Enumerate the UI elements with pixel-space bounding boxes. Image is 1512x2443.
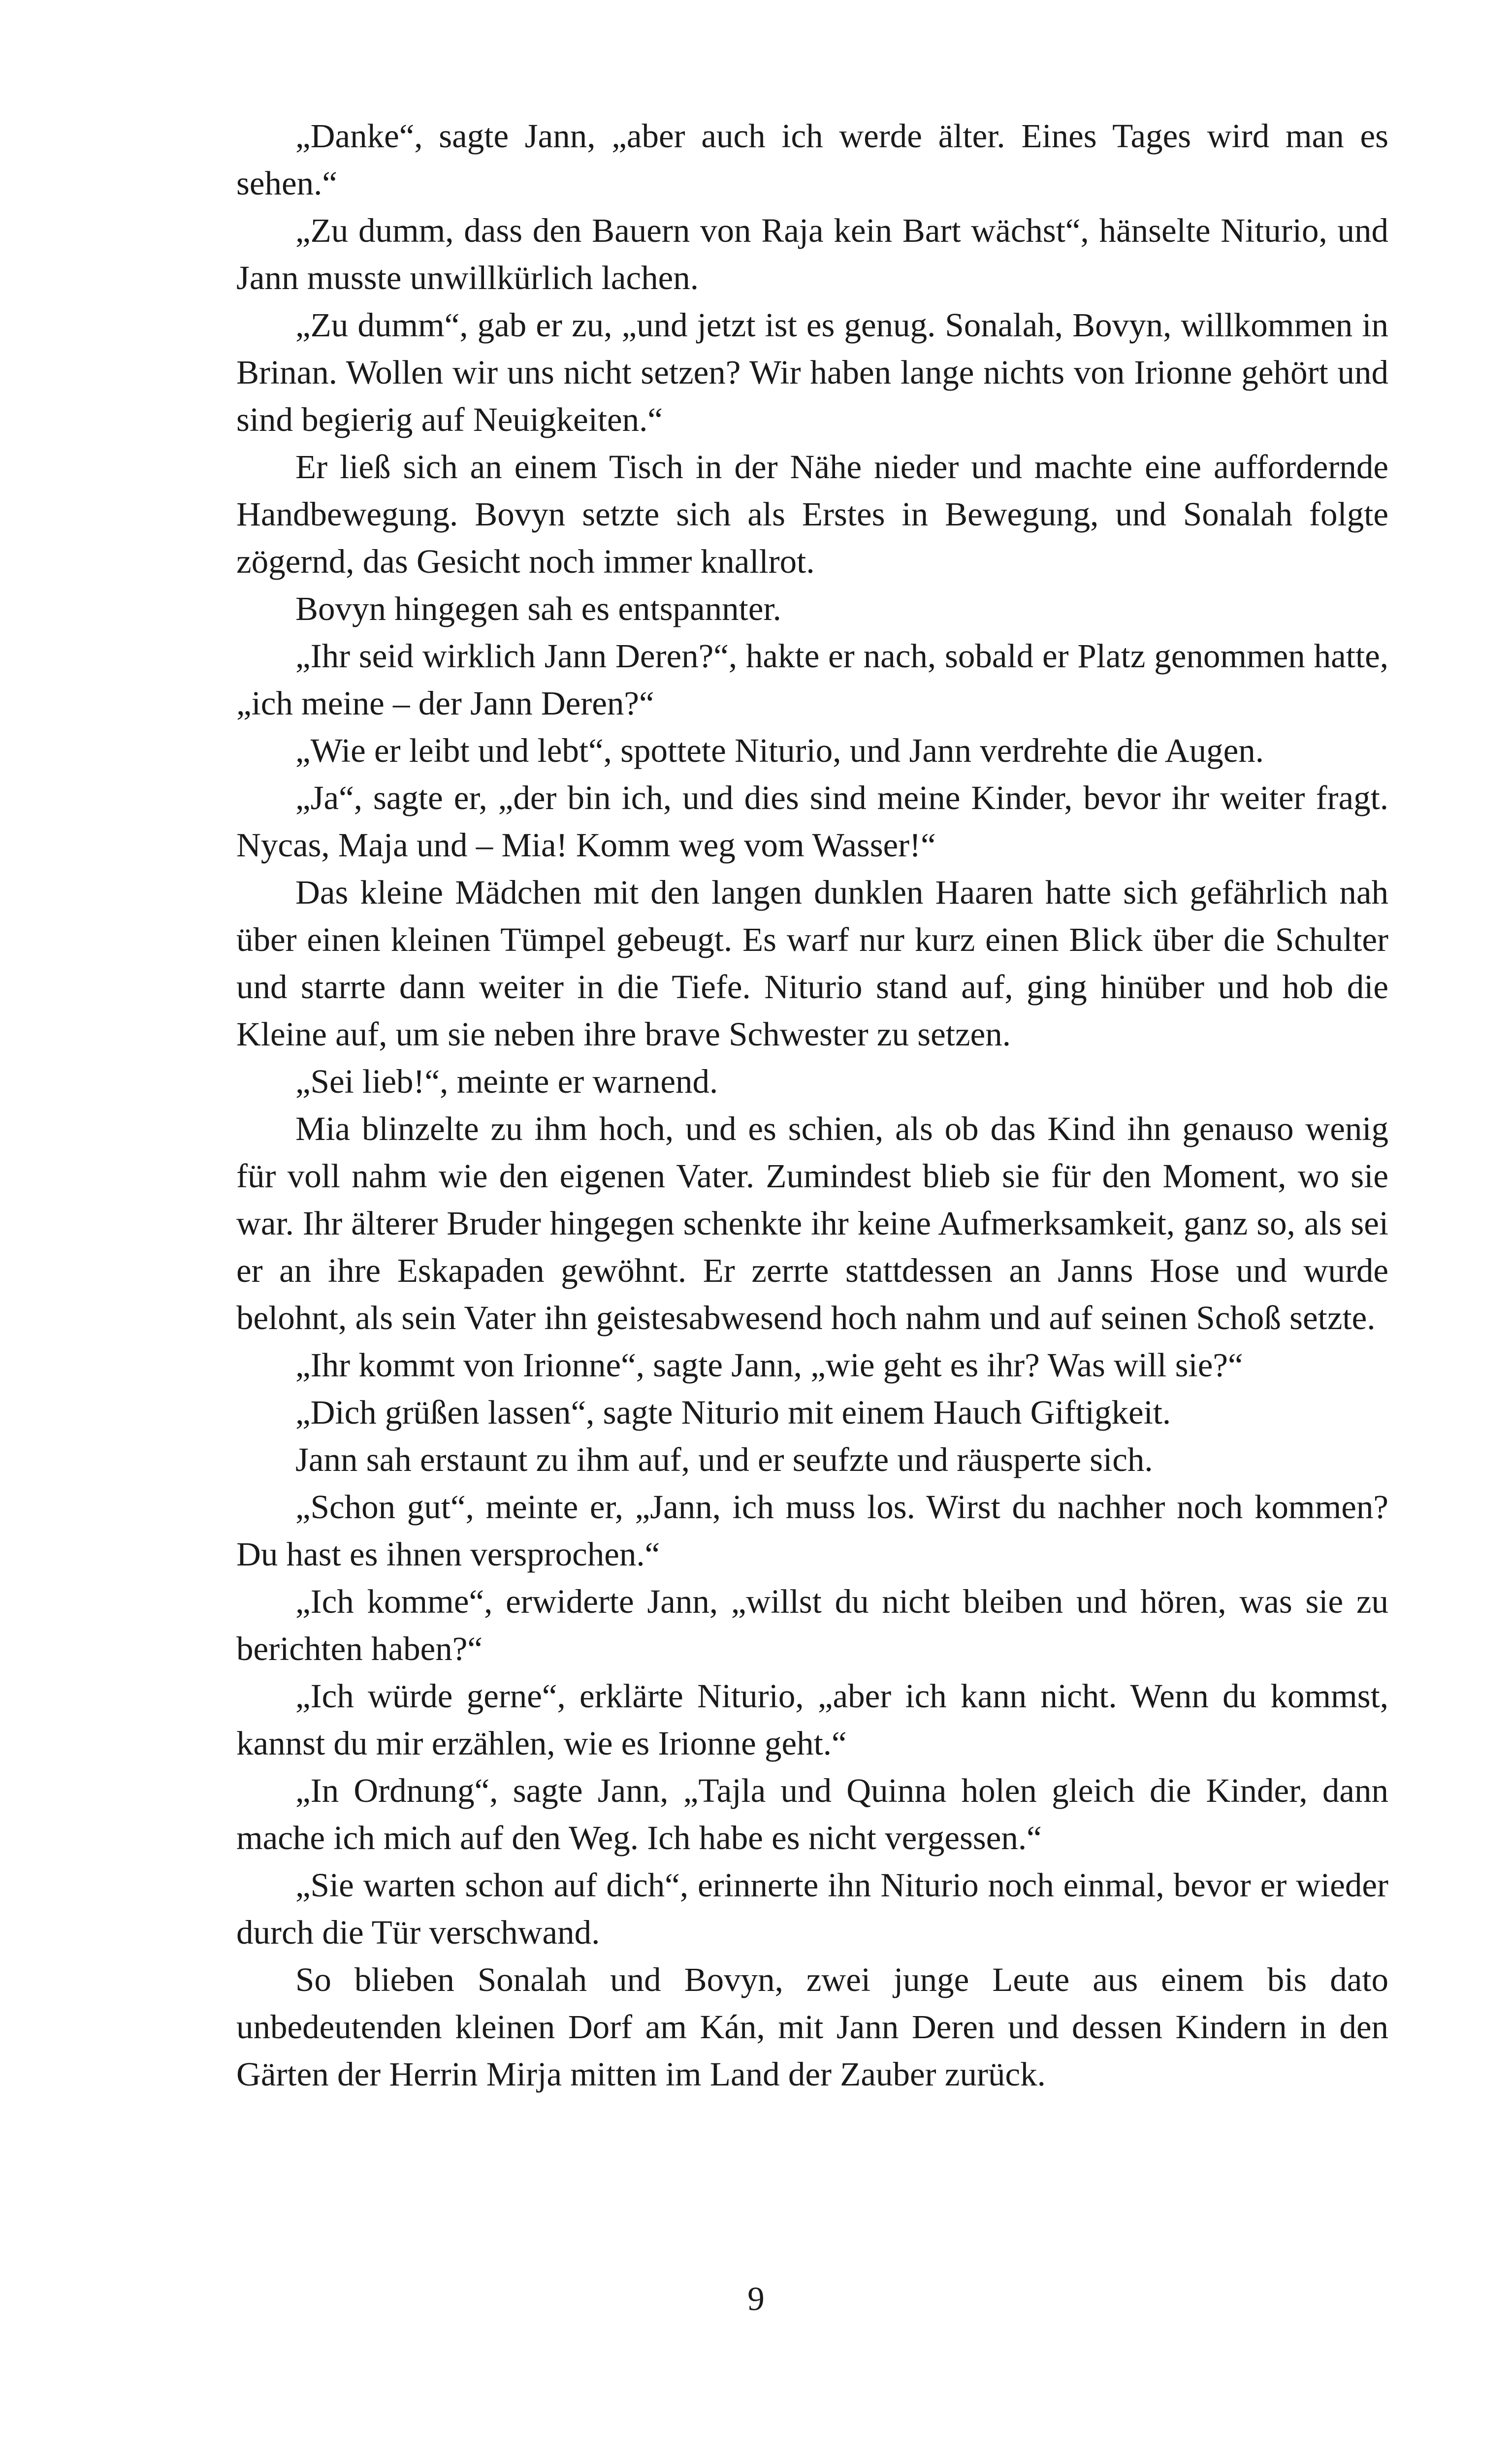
paragraph: „Sei lieb!“, meinte er warnend. [295, 1063, 718, 1100]
paragraph: „Ja“, sagte er, „der bin ich, und dies sind meine Kinder, bevor ihr weiter fragt. Nycas, Maja und – Mia! Komm weg vom Wasser!“ [236, 779, 1388, 864]
paragraph: „Ich komme“, erwiderte Jann, „willst du nicht bleiben und hören, was sie zu berichten haben?“ [236, 1583, 1388, 1667]
body-text [236, 112, 1388, 2098]
paragraph: „Danke“, sagte Jann, „aber auch ich werde älter. Eines Tages wird man es sehen.“ [236, 117, 1388, 202]
paragraph: „Ich würde gerne“, erklärte Niturio, „aber ich kann nicht. Wenn du kommst, kannst du mir erzählen, wie es Irionne geht.“ [236, 1677, 1388, 1762]
paragraph: „Sie warten schon auf dich“, erinnerte ihn Niturio noch einmal, bevor er wieder durch die Tür verschwand. [236, 1866, 1388, 1951]
paragraph: „In Ordnung“, sagte Jann, „Tajla und Quinna holen gleich die Kinder, dann mache ich mich auf den Weg. Ich habe es nicht vergessen.“ [236, 1772, 1388, 1857]
paragraph: „Ihr kommt von Irionne“, sagte Jann, „wie geht es ihr? Was will sie?“ [295, 1346, 1243, 1384]
paragraph: Bovyn hingegen sah es entspannter. [295, 590, 781, 627]
paragraph: „Ihr seid wirklich Jann Deren?“, hakte er nach, sobald er Platz genommen hatte, „ich meine – der Jann Deren?“ [236, 637, 1388, 722]
paragraph: Er ließ sich an einem Tisch in der Nähe nieder und machte eine auffordernde Handbewegung. Bovyn setzte sich als Erstes in Bewegung, und Sonalah folgte zögernd, das Gesicht noch immer knallrot. [236, 448, 1388, 580]
page-number: 9 [747, 2280, 765, 2317]
paragraph: „Zu dumm“, gab er zu, „und jetzt ist es genug. Sonalah, Bovyn, willkommen in Brinan. Wollen wir uns nicht setzen? Wir haben lange nichts von Irionne gehört und sind begierig auf Neuigkeiten.“ [236, 306, 1388, 438]
paragraph: „Schon gut“, meinte er, „Jann, ich muss los. Wirst du nachher noch kommen? Du hast es ihnen versprochen.“ [236, 1488, 1388, 1573]
paragraph: Jann sah erstaunt zu ihm auf, und er seufzte und räusperte sich. [295, 1441, 1153, 1478]
paragraph: „Zu dumm, dass den Bauern von Raja kein Bart wächst“, hänselte Niturio, und Jann musste unwillkürlich lachen. [236, 212, 1388, 296]
paragraph: „Wie er leibt und lebt“, spottete Niturio, und Jann verdrehte die Augen. [295, 732, 1264, 769]
paragraph: Das kleine Mädchen mit den langen dunklen Haaren hatte sich gefährlich nah über einen kleinen Tümpel gebeugt. Es warf nur kurz einen Blick über die Schulter und starrte dann weiter in die Tiefe. Niturio stand auf, ging hinüber und hob die Kleine auf, um sie neben ihre brave Schwester zu setzen. [236, 874, 1388, 1053]
paragraph: So blieben Sonalah und Bovyn, zwei junge Leute aus einem bis dato unbedeutenden kleinen Dorf am Kán, mit Jann Deren und dessen Kindern in den Gärten der Herrin Mirja mitten im Land der Zauber zurück. [236, 1961, 1388, 2093]
paragraph: Mia blinzelte zu ihm hoch, und es schien, als ob das Kind ihn genauso wenig für voll nahm wie den eigenen Vater. Zumindest blieb sie für den Moment, wo sie war. Ihr älterer Bruder hingegen schenkte ihr keine Aufmerksamkeit, ganz so, als sei er an ihre Eskapaden gewöhnt. Er zerrte stattdessen an Janns Hose und wurde belohnt, als sein Vater ihn geistesabwesend hoch nahm und auf seinen Schoß setzte. [236, 1110, 1388, 1336]
paragraph: „Dich grüßen lassen“, sagte Niturio mit einem Hauch Giftigkeit. [295, 1394, 1171, 1431]
